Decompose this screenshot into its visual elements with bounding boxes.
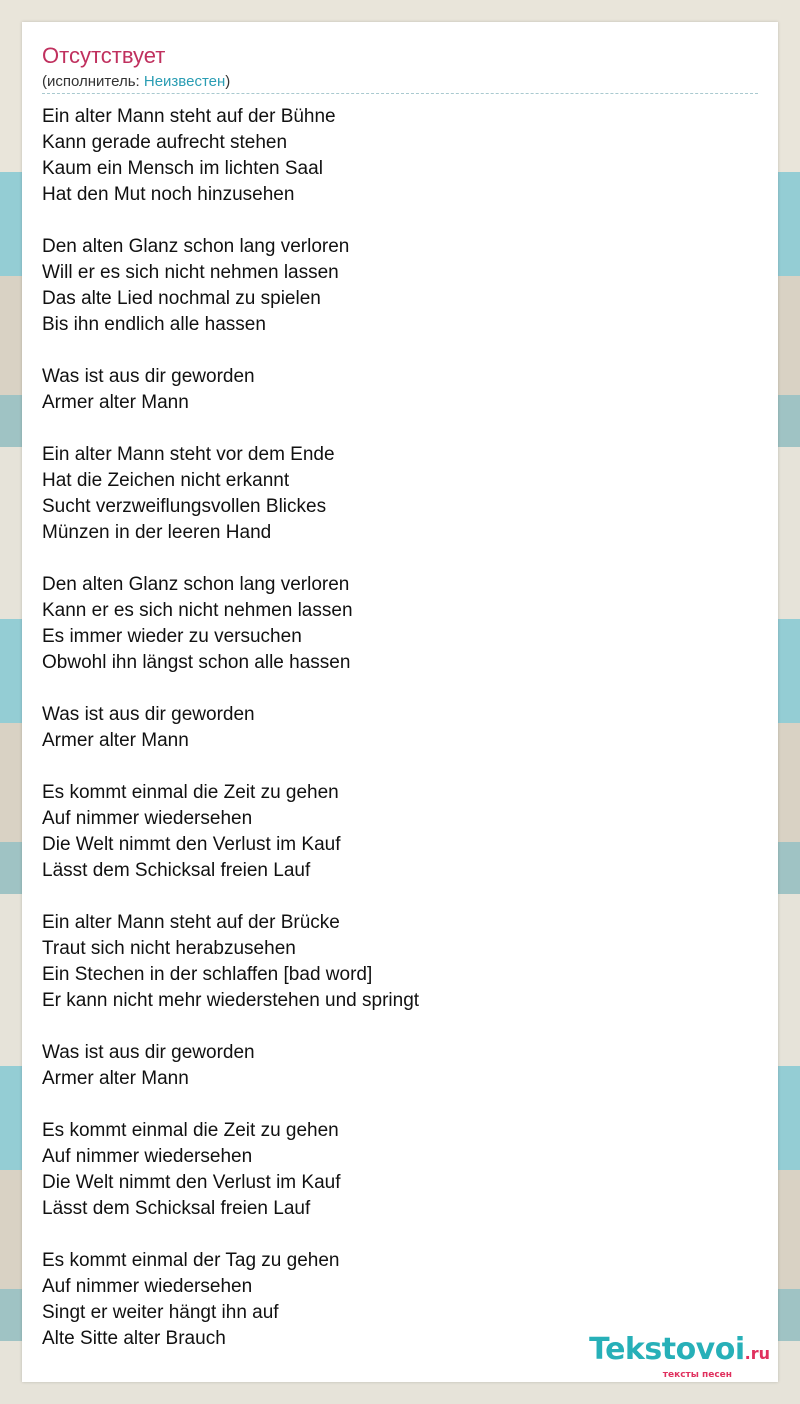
logo-word: Tekstovoi xyxy=(589,1332,745,1367)
lyrics-text: Ein alter Mann steht auf der Bühne Kann gerade aufrecht stehen Kaum ein Mensch im lichten Saal Hat den Mut noch hinzusehen Den alten Glanz schon lang verloren Will er es sich nicht nehmen lassen Das alte Lied nochmal zu spielen Bis ihn endlich alle hassen Was ist aus dir geworden Armer alter Mann Ein alter Mann steht vor dem Ende Hat die Zeichen nicht erkannt Sucht verzweiflungsvollen Blickes Münzen in der leeren Hand Den alten Glanz schon lang verloren Kann er es sich nicht nehmen lassen Es immer wieder zu versuchen Obwohl ihn längst schon alle hassen Was ist aus dir geworden Armer alter Mann Es kommt einmal die Zeit zu gehen Auf nimmer wiedersehen Die Welt nimmt den Verlust im Kauf Lässt dem Schicksal freien Lauf Ein alter Mann steht auf der Brücke Traut sich nicht herabzusehen Ein Stechen in der schlaffen [bad word] Er kann nicht mehr wiederstehen und springt Was ist aus dir geworden Armer alter Mann Es kommt einmal die Zeit zu gehen Auf nimmer wiedersehen Die Welt nimmt den Verlust im Kauf Lässt dem Schicksal freien Lauf Es kommt einmal der Tag zu gehen Auf nimmer wiedersehen Singt er weiter hängt ihn auf Alte Sitte alter Brauch xyxy=(42,106,420,1349)
logo-wordmark xyxy=(589,1334,770,1370)
logo-tagline: тексты песен xyxy=(662,1370,732,1380)
lyrics-card xyxy=(22,22,778,1382)
site-logo[interactable] xyxy=(589,1334,770,1380)
artist-prefix: (исполнитель: xyxy=(42,73,144,90)
logo-tld: .ru xyxy=(744,1344,770,1363)
artist-link[interactable]: Неизвестен xyxy=(143,73,226,90)
header-divider xyxy=(42,93,758,94)
artist-line xyxy=(42,73,230,91)
song-title: Отсутствует xyxy=(42,43,166,68)
artist-suffix: ) xyxy=(225,73,231,90)
